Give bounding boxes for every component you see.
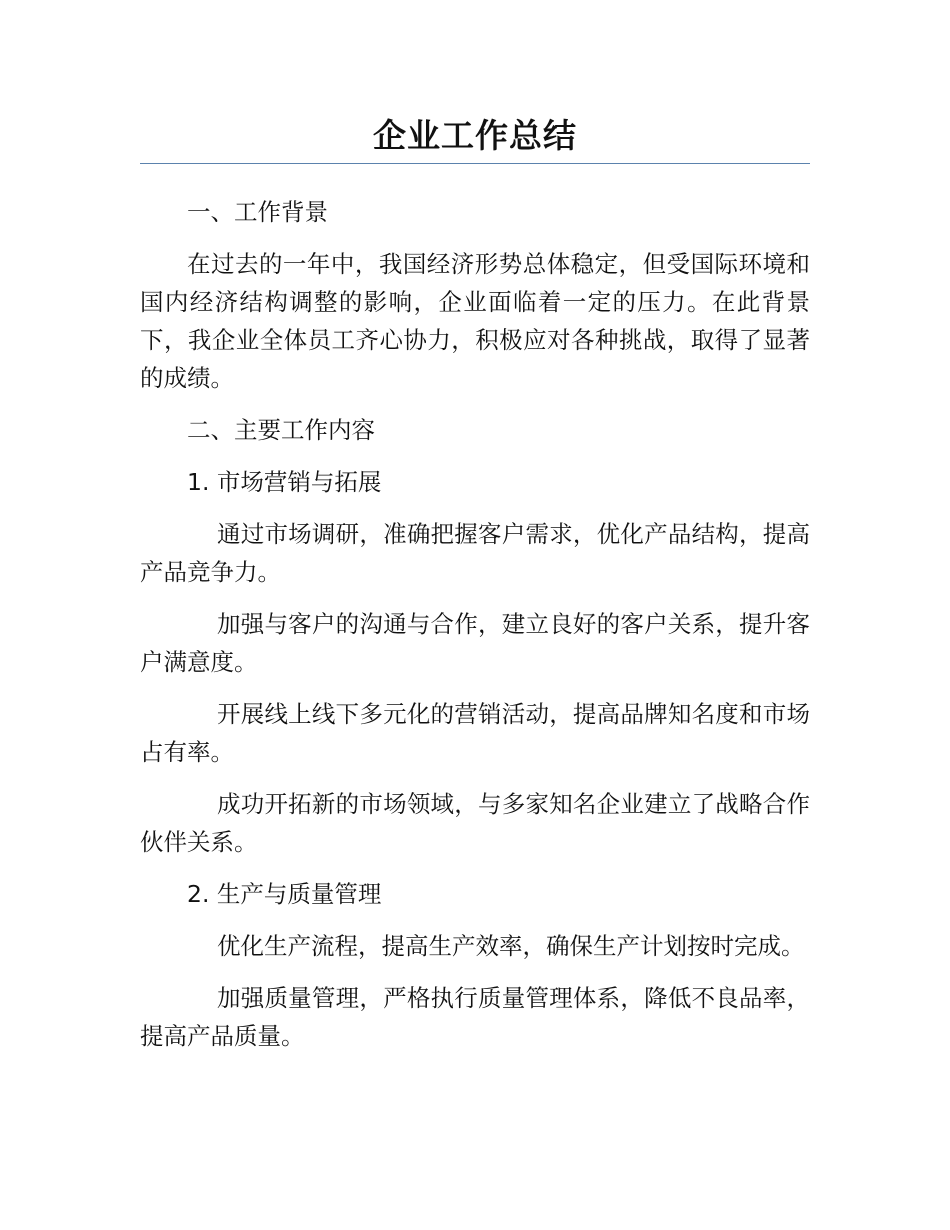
marketing-item: 成功开拓新的市场领域，与多家知名企业建立了战略合作伙伴关系。 bbox=[140, 790, 810, 856]
marketing-item: 加强与客户的沟通与合作，建立良好的客户关系，提升客户满意度。 bbox=[140, 610, 810, 676]
section-heading-background: 一、工作背景 bbox=[187, 198, 328, 226]
subheading-production: 2. 生产与质量管理 bbox=[187, 880, 382, 908]
document-title: 企业工作总结 bbox=[373, 116, 577, 155]
marketing-item: 通过市场调研，准确把握客户需求，优化产品结构，提高产品竞争力。 bbox=[140, 520, 810, 586]
section-heading-main-work: 二、主要工作内容 bbox=[187, 416, 375, 444]
subheading-marketing: 1. 市场营销与拓展 bbox=[187, 468, 382, 496]
production-item: 加强质量管理，严格执行质量管理体系，降低不良品率，提高产品质量。 bbox=[140, 984, 810, 1050]
background-paragraph: 在过去的一年中，我国经济形势总体稳定，但受国际环境和国内经济结构调整的影响，企业面临着一定的压力。在此背景下，我企业全体员工齐心协力，积极应对各种挑战，取得了显著的成绩。 bbox=[140, 250, 810, 392]
production-item: 优化生产流程，提高生产效率，确保生产计划按时完成。 bbox=[217, 932, 805, 960]
document-body bbox=[140, 193, 810, 1069]
title-divider bbox=[140, 163, 810, 164]
marketing-item: 开展线上线下多元化的营销活动，提高品牌知名度和市场占有率。 bbox=[140, 700, 810, 766]
